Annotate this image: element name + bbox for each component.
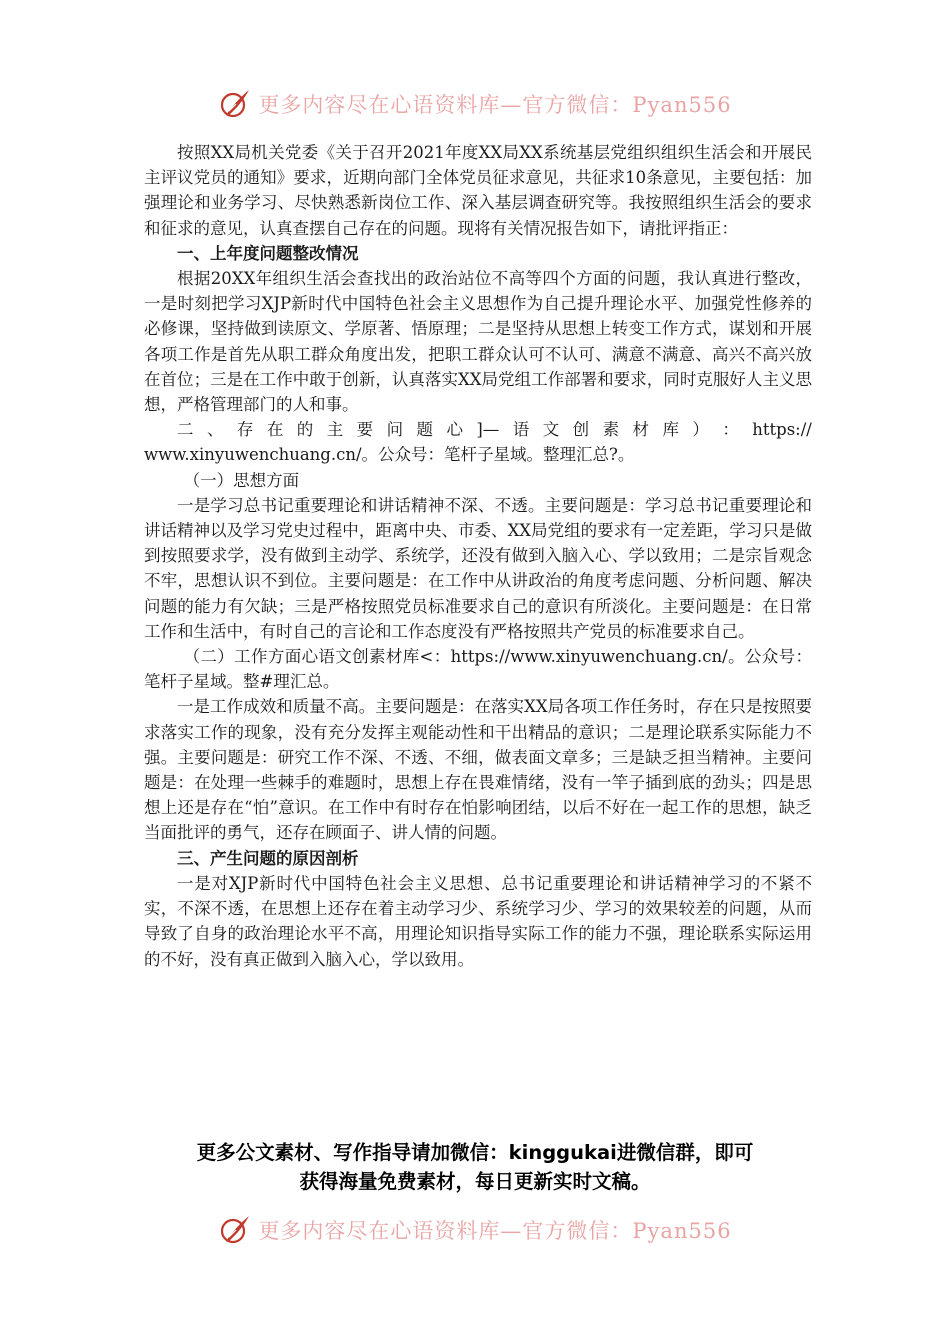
promo-line-2: 获得海量免费素材，每日更新实时文稿。 <box>299 1170 651 1193</box>
section3-paragraph: 一是对XJP新时代中国特色社会主义思想、总书记重要理论和讲话精神学习的不紧不实，不深不透，在思想上还存在着主动学习少、系统学习少、学习的效果较差的问题，从而导致了自身的政治理论水平不高，用理论知识指导实际工作的能力不强，理论联系实际运用的不好，没有真正做到入脑入心，学以致用。 <box>144 873 812 969</box>
sub2-paragraph: 一是工作成效和质量不高。主要问题是：在落实XX局各项工作任务时，存在只是按照要求落实工作的现象，没有充分发挥主观能动性和干出精品的意识；二是理论联系实际能力不强。主要问题是：研究工作不深、不透、不细，做表面文章多；三是缺乏担当精神。主要问题是：在处理一些棘手的难题时，思想上存在畏难情绪，没有一竿子插到底的劲头；四是思想上还是存在“怕”意识。在工作中有时存在怕影响团结，以后不好在一起工作的思想，缺乏当面批评的勇气，还存在顾面子、讲人情的问题。 <box>144 697 812 843</box>
banner-text: 更多内容尽在心语资料库—官方微信：Pyan556 <box>258 93 732 117</box>
document-body <box>144 140 812 972</box>
section2-heading-continuation: www.xinyuwenchuang.cn/。公众号：笔杆子星域。整理汇总?。 <box>144 445 635 465</box>
footer-banner <box>0 1210 950 1250</box>
quill-pen-logo-icon <box>218 87 252 121</box>
sub1-heading: （一）思想方面 <box>183 470 300 490</box>
intro-paragraph: 按照XX局机关党委《关于召开2021年度XX局XX系统基层党组织组织生活会和开展民主评议党员的通知》要求，近期向部门全体党员征求意见，共征求10条意见，主要包括：加强理论和业务学习、尽快熟悉新岗位工作、深入基层调查研究等。我按照组织生活会的要求和征求的意见，认真查摆自己存在的问题。现将有关情况报告如下，请批评指正： <box>144 143 812 238</box>
section1-paragraph: 根据20XX年组织生活会查找出的政治站位不高等四个方面的问题，我认真进行整改，一是时刻把学习XJP新时代中国特色社会主义思想作为自己提升理论水平、加强党性修养的必修课，坚持做到读原文、学原著、悟原理；二是坚持从思想上转变工作方式，谋划和开展各项工作是首先从职工群众角度出发，把职工群众认可不认可、满意不满意、高兴不高兴放在首位；三是在工作中敢于创新，认真落实XX局党组工作部署和要求，同时克服好人主义思想，严格管理部门的人和事。 <box>144 269 812 415</box>
section1-heading: 一、上年度问题整改情况 <box>177 243 359 263</box>
section3-heading: 三、产生问题的原因剖析 <box>177 848 359 868</box>
sub2-heading: （二）工作方面心语文创素材库<：https://www.xinyuwenchuang.cn/。公众号：笔杆子星域。整#理汇总。 <box>144 647 812 692</box>
sub1-paragraph: 一是学习总书记重要理论和讲话精神不深、不透。主要问题是：学习总书记重要理论和讲话精神以及学习党史过程中，距离中央、市委、XX局党组的要求有一定差距，学习只是做到按照要求学，没有做到主动学、系统学，还没有做到入脑入心、学以致用；二是宗旨观念不牢，思想认识不到位。主要问题是：在工作中从讲政治的角度考虑问题、分析问题、解决问题的能力有欠缺；三是严格按照党员标准要求自己的意识有所淡化。主要问题是：在日常工作和生活中，有时自己的言论和工作态度没有严格按照共产党员的标准要求自己。 <box>144 495 812 641</box>
section2-heading-line: 二 、 存 在 的 主 要 问 题 心 ]— 语 文 创 素 材 库 ） ： https:// <box>177 420 812 440</box>
quill-pen-logo-icon <box>218 1213 252 1247</box>
header-banner <box>0 84 950 124</box>
promo-line-1: 更多公文素材、写作指导请加微信：kinggukai进微信群，即可 <box>196 1141 754 1164</box>
banner-text: 更多内容尽在心语资料库—官方微信：Pyan556 <box>258 1219 732 1243</box>
promo-notice <box>100 1138 850 1196</box>
